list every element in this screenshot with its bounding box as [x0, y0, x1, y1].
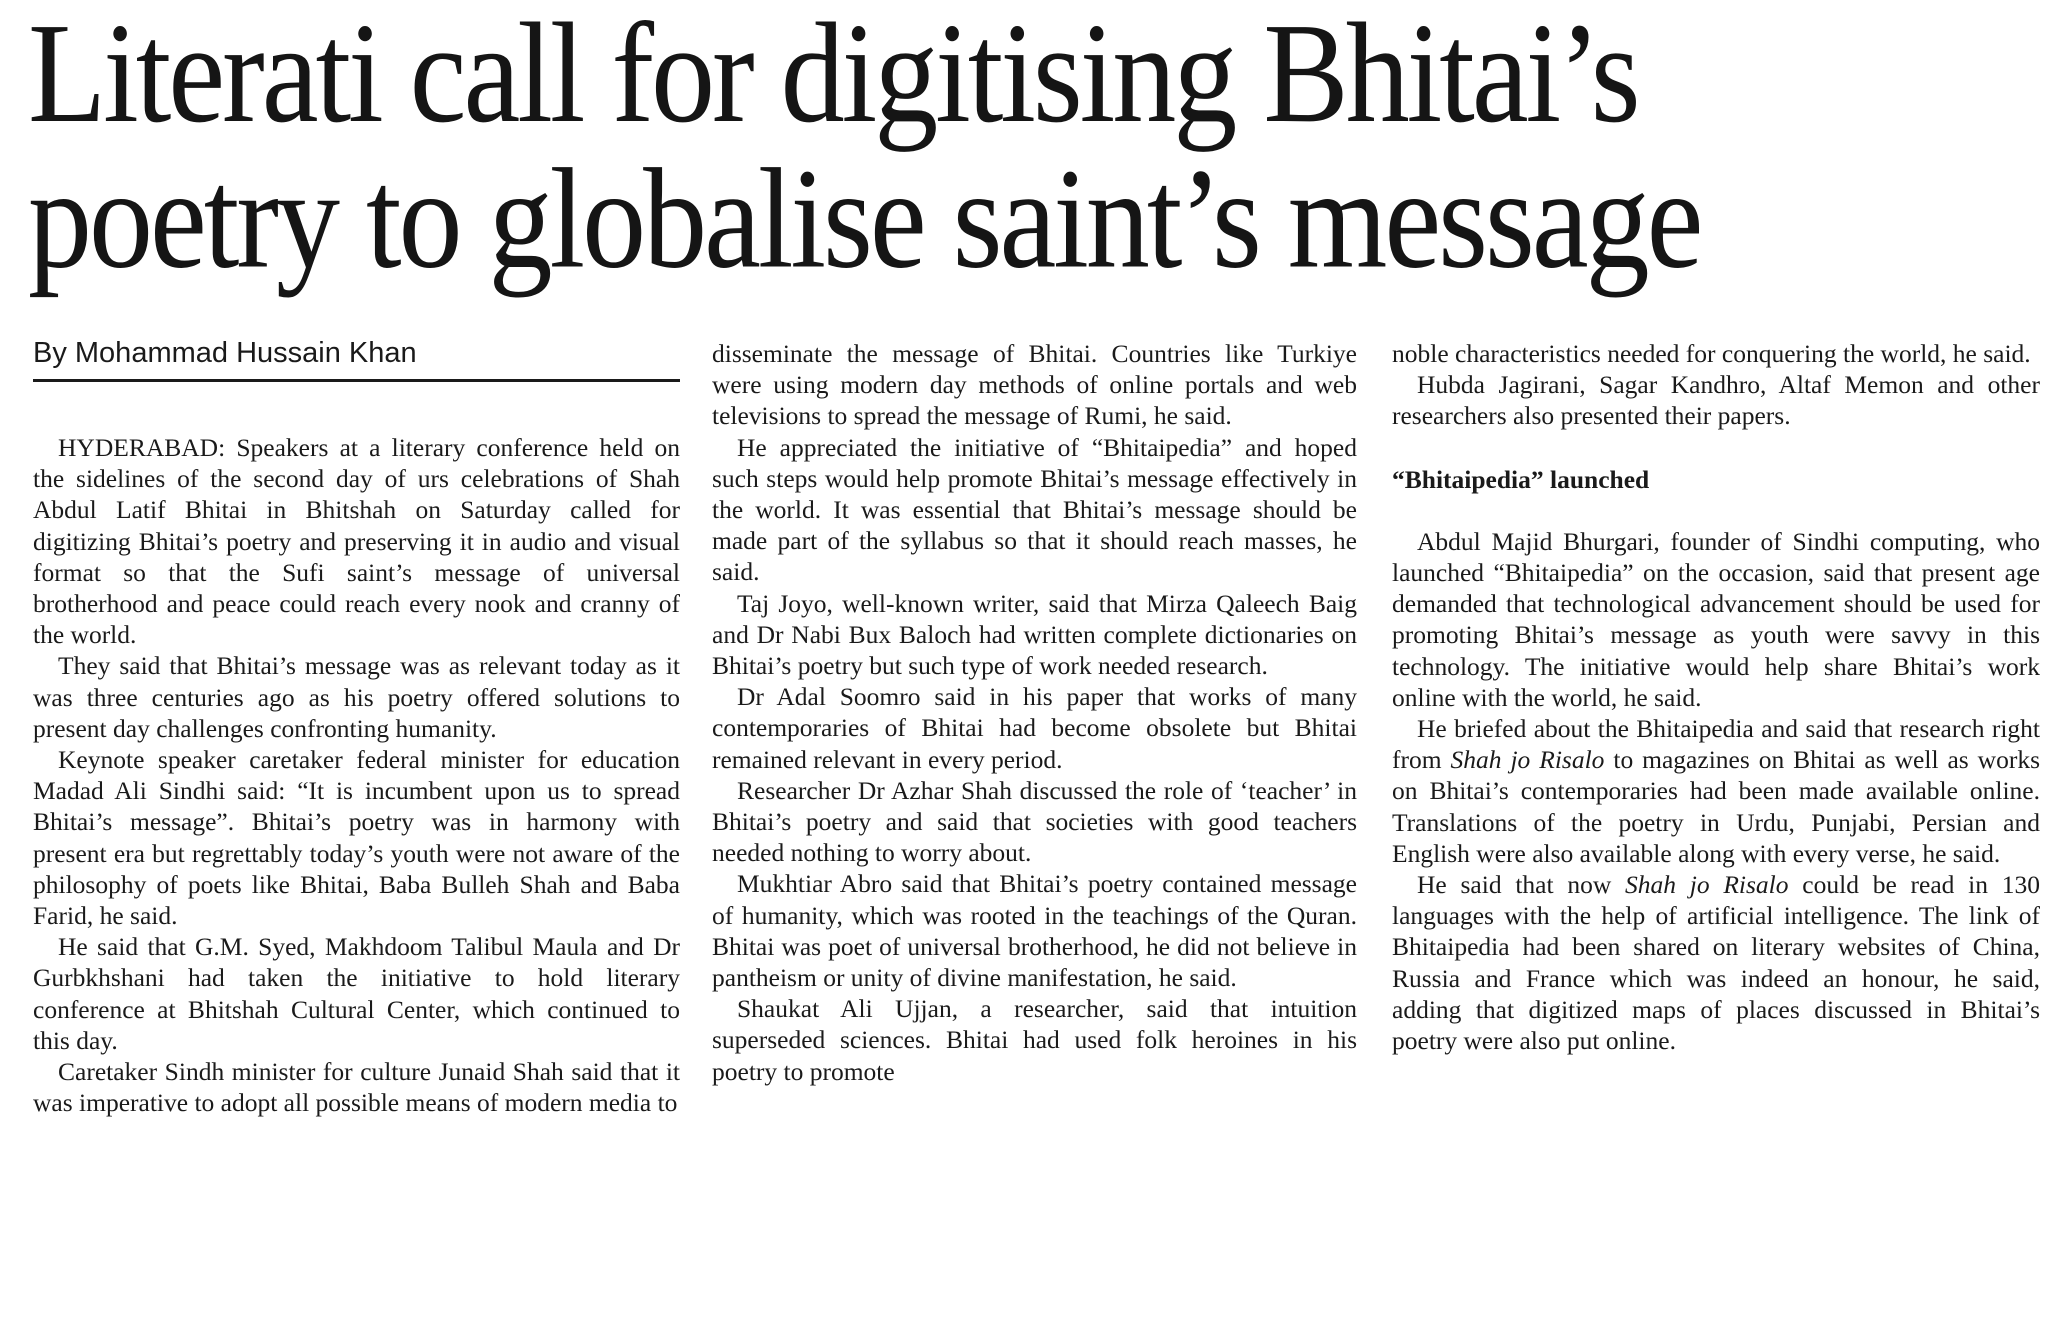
book-title: Shah jo Risalo [1625, 870, 1789, 900]
headline-line-2: poetry to globalise saint’s message [28, 138, 1701, 298]
paragraph: He said that G.M. Syed, Makhdoom Talibul Maula and Dr Gurbkhshani had taken the initiative to hold literary conference at Bhitshah Cultural Center, which continued to this day. [33, 932, 680, 1055]
text-run: He briefed about the Bhitaipedia and said that research right from [1392, 714, 2040, 775]
paragraph: They said that Bhitai’s message was as relevant today as it was three centuries ago as his poetry offered solutions to present day challenges confronting humanity. [33, 651, 680, 743]
byline: By Mohammad Hussain Khan [33, 335, 680, 382]
paragraph-continuation: noble characteristics needed for conquering the world, he said. [1392, 339, 2031, 368]
paragraph [1392, 713, 2040, 869]
paragraph: Shaukat Ali Ujjan, a researcher, said that intuition superseded sciences. Bhitai had used folk heroines in his poetry to promote [712, 994, 1357, 1086]
subheading: “Bhitaipedia” launched [1392, 464, 1650, 494]
article-column-3 [1392, 338, 2040, 1056]
paragraph: Mukhtiar Abro said that Bhitai’s poetry contained message of humanity, which was rooted in the teachings of the Quran. Bhitai was poet of universal brotherhood, he did not believe in pantheism or unity of divine manifestation, he said. [712, 869, 1357, 993]
paragraph-dateline: HYDERABAD: Speakers at a literary conference held on the sidelines of the second day of urs celebrations of Shah Abdul Latif Bhitai in Bhitshah on Saturday called for digitizing Bhitai’s poetry and preserving it in audio and visual format so that the Sufi saint’s message of universal brotherhood and peace could reach every nook and cranny of the world. [33, 433, 680, 650]
paragraph: Dr Adal Soomro said in his paper that works of many contemporaries of Bhitai had become obsolete but Bhitai remained relevant in every period. [712, 682, 1357, 774]
headline [28, 0, 2048, 298]
article-column-2 [712, 338, 1357, 1087]
paragraph-continuation: disseminate the message of Bhitai. Countries like Turkiye were using modern day methods of online portals and web televisions to spread the message of Rumi, he said. [712, 339, 1357, 431]
text-run: to magazines on Bhitai as well as works on Bhitai’s contemporaries had been made available online. Translations of the poetry in Urdu, Punjabi, Persian and English were also available along with every verse, he said. [1392, 745, 2040, 868]
paragraph: Researcher Dr Azhar Shah discussed the role of ‘teacher’ in Bhitai’s poetry and said that societies with good teachers needed nothing to worry about. [712, 775, 1357, 868]
paragraph: He appreciated the initiative of “Bhitaipedia” and hoped such steps would help promote Bhitai’s message effectively in the world. It was essential that Bhitai’s message should be made part of the syllabus so that it should reach masses, he said. [712, 432, 1357, 587]
paragraph: Taj Joyo, well-known writer, said that Mirza Qaleech Baig and Dr Nabi Bux Baloch had written complete dictionaries on Bhitai’s poetry but such type of work needed research. [712, 588, 1357, 681]
paragraph: Keynote speaker caretaker federal minister for education Madad Ali Sindhi said: “It is incumbent upon us to spread Bhitai’s message”. Bhitai’s poetry was in harmony with present era but regrettably today’s youth were not aware of the philosophy of poets like Bhitai, Baba Bulleh Shah and Baba Farid, he said. [33, 745, 680, 931]
headline-line-1: Literati call for digitising Bhitai’s [28, 0, 1638, 153]
text-run: He said that now [1417, 870, 1625, 900]
book-title: Shah jo Risalo [1450, 745, 1605, 775]
text-run: could be read in 130 languages with the help of artificial intelligence. The link of Bhitaipedia had been shared on literary websites of China, Russia and France which was indeed an honour, he said, adding that digitized maps of places discussed in Bhitai’s poetry were also put online. [1392, 870, 2041, 1056]
paragraph: Hubda Jagirani, Sagar Kandhro, Altaf Memon and other researchers also presented their papers. [1392, 370, 2040, 431]
article-column-1 [33, 432, 680, 1118]
paragraph: Caretaker Sindh minister for culture Junaid Shah said that it was imperative to adopt all possible means of modern media to [33, 1057, 680, 1118]
paragraph [1392, 869, 2040, 1056]
paragraph: Abdul Majid Bhurgari, founder of Sindhi computing, who launched “Bhitaipedia” on the occasion, said that present age demanded that technological advancement should be used for promoting Bhitai’s message as youth were savvy in this technology. The initiative would help share Bhitai’s work online with the world, he said. [1392, 526, 2040, 712]
